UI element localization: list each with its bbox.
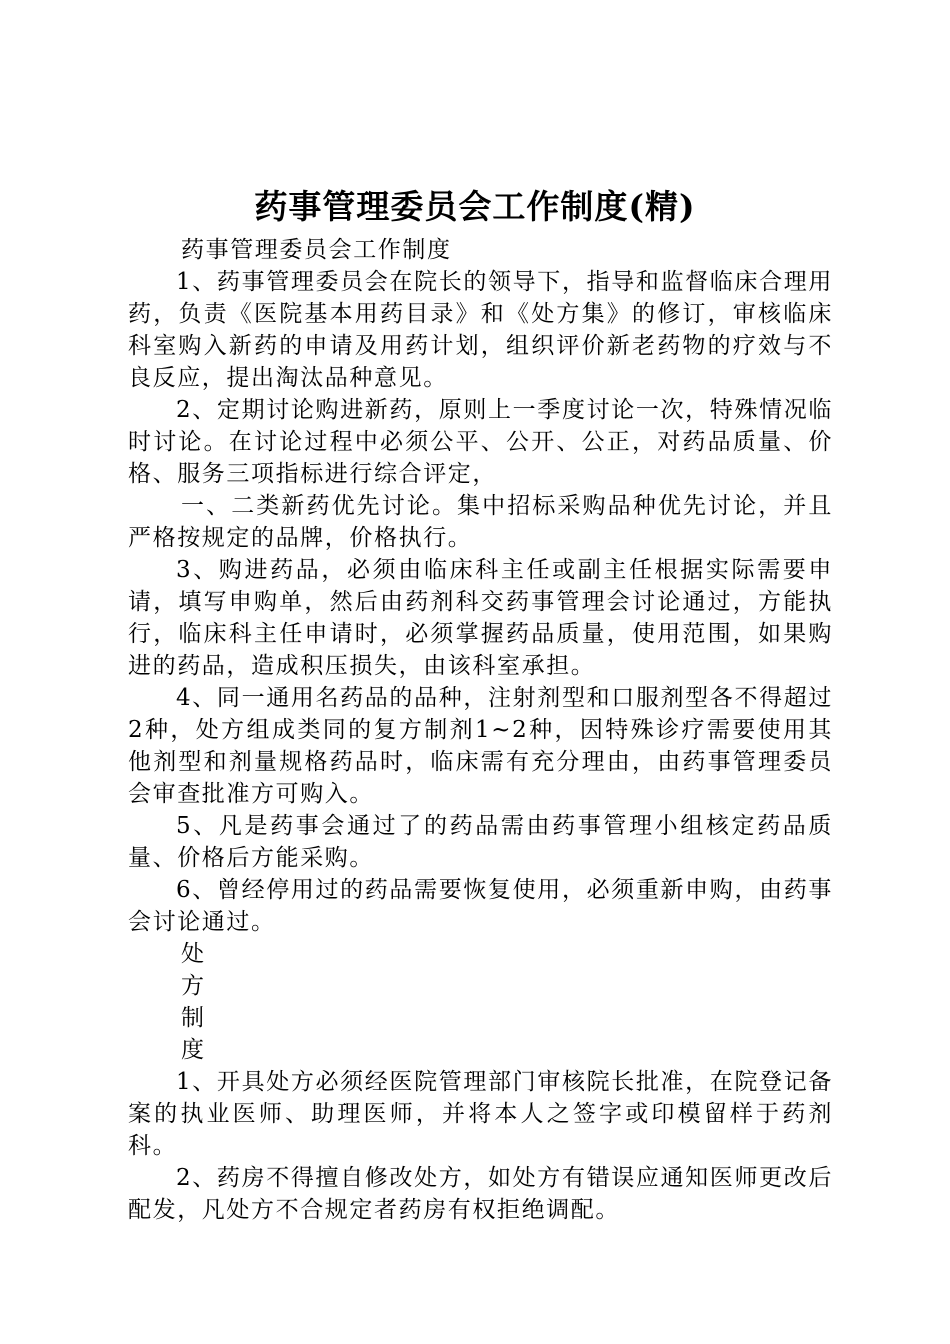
section2-heading-char: 制 <box>181 1005 206 1031</box>
paragraph-2-continued: 一、二类新药优先讨论。集中招标采购品种优先讨论，并且严格按规定的品牌，价格执行。 <box>128 493 833 551</box>
paragraph-6: 6、曾经停用过的药品需要恢复使用，必须重新申购，由药事会讨论通过。 <box>128 877 833 935</box>
paragraph-3: 3、购进药品，必须由临床科主任或副主任根据实际需要申请，填写申购单，然后由药剂科交药事管理会讨论通过，方能执行，临床科主任申请时，必须掌握药品质量，使用范围，如果购进的药品，造成积压损失，由该科室承担。 <box>128 557 833 679</box>
paragraph-1: 1、药事管理委员会在院长的领导下，指导和监督临床合理用药，负责《医院基本用药目录》和《处方集》的修订，审核临床科室购入新药的申请及用药计划，组织评价新老药物的疗效与不良反应，提出淘汰品种意见。 <box>128 269 833 391</box>
section2-heading-char: 度 <box>181 1037 206 1063</box>
paragraph-4: 4、同一通用名药品的品种，注射剂型和口服剂型各不得超过2种，处方组成类同的复方制剂1~2种，因特殊诊疗需要使用其他剂型和剂量规格药品时，临床需有充分理由，由药事管理委员会审查批准方可购入。 <box>128 685 833 807</box>
section-heading: 药事管理委员会工作制度 <box>181 237 452 263</box>
section2-heading-char: 处 <box>181 941 206 967</box>
document-body <box>128 234 833 1226</box>
section2-paragraph-2: 2、药房不得擅自修改处方，如处方有错误应通知医师更改后配发，凡处方不合规定者药房有权拒绝调配。 <box>128 1165 833 1223</box>
section2-paragraph-1: 1、开具处方必须经医院管理部门审核院长批准，在院登记备案的执业医师、助理医师，并将本人之签字或印模留样于药剂科。 <box>128 1069 833 1159</box>
document-title: 药事管理委员会工作制度(精) <box>254 187 696 226</box>
section2-heading-char: 方 <box>181 973 206 999</box>
paragraph-5: 5、凡是药事会通过了的药品需由药事管理小组核定药品质量、价格后方能采购。 <box>128 813 833 871</box>
paragraph-2: 2、定期讨论购进新药，原则上一季度讨论一次，特殊情况临时讨论。在讨论过程中必须公平、公开、公正，对药品质量、价格、服务三项指标进行综合评定， <box>128 397 833 487</box>
